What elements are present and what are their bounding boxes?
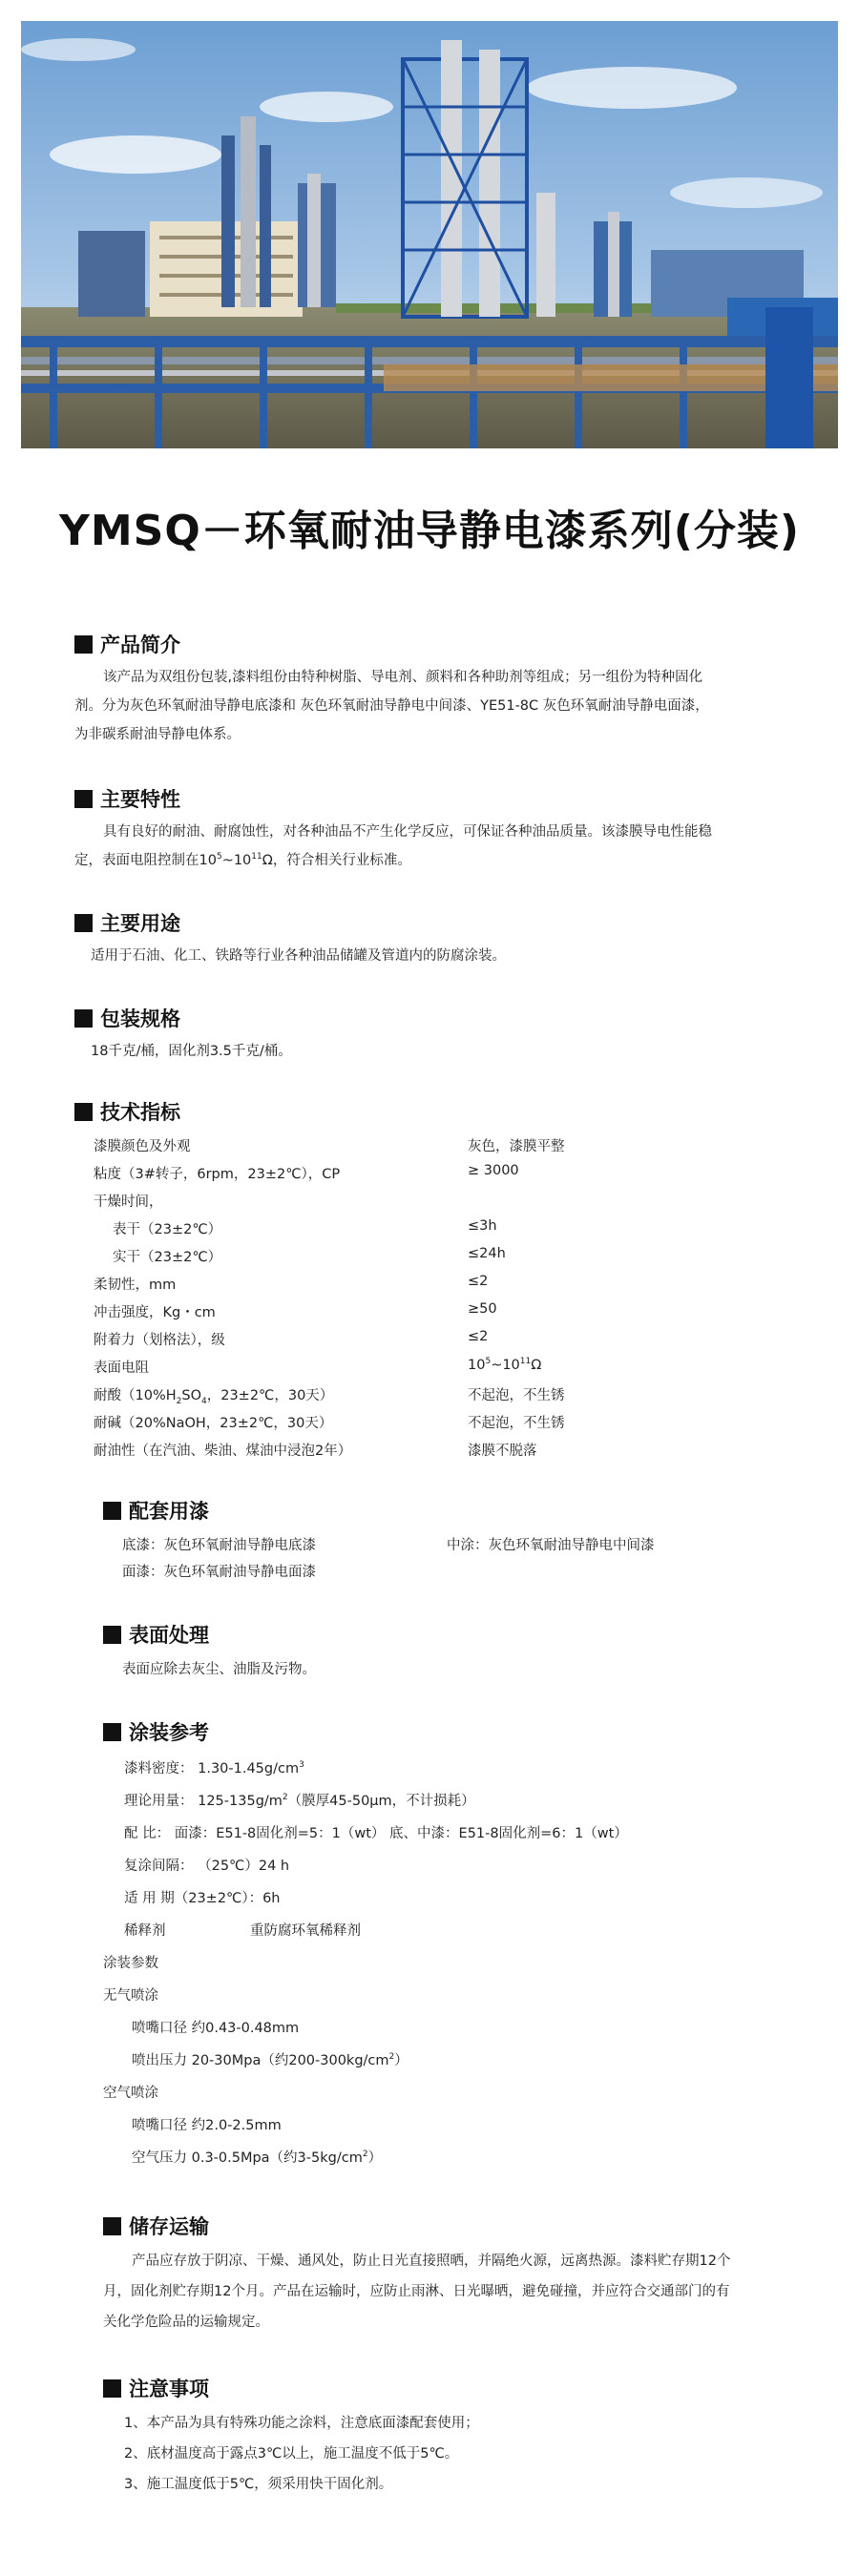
square-bullet-icon <box>103 1502 121 1520</box>
square-bullet-icon <box>103 1626 121 1644</box>
coating-air: 空气喷涂 <box>103 2086 158 2101</box>
spec-label: 漆膜颜色及外观 <box>94 1139 191 1154</box>
spec-value: 不起泡，不生锈 <box>468 1416 565 1431</box>
coating-density: 漆料密度： $1.30-1.45g/cm^3$ <box>124 1760 304 1776</box>
notes-item-3: 3、施工温度低于5℃，须采用快干固化剂。 <box>124 2477 393 2492</box>
square-bullet-icon <box>74 790 93 808</box>
spec-label: 干燥时间， <box>94 1195 163 1210</box>
section-heading-storage: 储存运输 <box>103 2212 209 2240</box>
storage-line-2: 月，固化剂贮存期12个月。产品在运输时，应防止雨淋、日光曝晒，避免碰撞，并应符合交通部门的有 <box>103 2284 730 2299</box>
section-heading-surface: 表面处理 <box>103 1620 209 1649</box>
surface-line-1: 表面应除去灰尘、油脂及污物。 <box>122 1662 316 1677</box>
spec-value-resistance: $10^5\sim 10^{11}\Omega$ <box>468 1357 542 1373</box>
features-line-2: 定，表面电阻控制在$10^5\sim 10^{11}\Omega$，符合相关行业标准。 <box>74 852 411 868</box>
intro-line-2: 剂。分为灰色环氧耐油导静电底漆和 灰色环氧耐油导静电中间漆、YE51-8C 灰色环氧耐油导静电面漆， <box>74 698 709 714</box>
spec-label: 耐油性（在汽油、柴油、煤油中浸泡2年） <box>94 1444 352 1459</box>
section-heading-package: 包装规格 <box>74 1004 180 1032</box>
square-bullet-icon <box>103 2217 121 2235</box>
matching-middle: 中涂：灰色环氧耐油导静电中间漆 <box>447 1538 655 1553</box>
uses-line-1: 适用于石油、化工、铁路等行业各种油品储罐及管道内的防腐涂装。 <box>91 948 506 964</box>
coating-airless: 无气喷涂 <box>103 1988 158 2004</box>
page-title: YMSQ－环氧耐油导静电漆系列(分装) <box>59 507 800 555</box>
spec-label: 柔韧性，mm <box>94 1278 177 1293</box>
spec-value: 漆膜不脱落 <box>468 1444 537 1459</box>
storage-line-3: 关化学危险品的运输规定。 <box>103 2315 269 2330</box>
section-heading-specs: 技术指标 <box>74 1097 180 1126</box>
square-bullet-icon <box>74 1009 93 1028</box>
spec-label: 冲击强度，Kg・cm <box>94 1305 216 1320</box>
square-bullet-icon <box>74 914 93 932</box>
section-heading-notes: 注意事项 <box>103 2374 209 2402</box>
spec-label: 表面电阻 <box>94 1361 149 1376</box>
coating-air-nozzle: 喷嘴口径 约2.0-2.5mm <box>132 2118 282 2133</box>
spec-label-acid: 耐酸（$10\%H_2SO_4$，23±2℃，30天） <box>94 1388 334 1406</box>
intro-line-1: 该产品为双组份包装,漆料组份由特种树脂、导电剂、颜料和各种助剂等组成；另一组份为特种固化 <box>103 670 703 685</box>
matching-topcoat: 面漆：灰色环氧耐油导静电面漆 <box>122 1565 316 1580</box>
square-bullet-icon <box>74 635 93 654</box>
spec-value: 灰色，漆膜平整 <box>468 1139 565 1154</box>
coating-air-pressure: 空气压力 0.3-0.5Mpa（约$3-5kg/cm^2$） <box>132 2150 383 2166</box>
matching-primer: 底漆：灰色环氧耐油导静电底漆 <box>122 1538 316 1553</box>
notes-item-1: 1、本产品为具有特殊功能之涂料，注意底面漆配套使用； <box>124 2416 479 2431</box>
section-heading-features: 主要特性 <box>74 784 180 813</box>
coating-airless-pressure: 喷出压力 20-30Mpa（约$200-300kg/cm^2$） <box>132 2052 409 2068</box>
hero-plant-photo <box>21 21 838 448</box>
section-heading-coating: 涂装参考 <box>103 1717 209 1746</box>
section-heading-uses: 主要用途 <box>74 908 180 937</box>
section-heading-matching: 配套用漆 <box>103 1496 209 1525</box>
storage-line-1: 产品应存放于阴凉、干燥、通风处，防止日光直接照晒，并隔绝火源，远离热源。漆料贮存期12个 <box>132 2254 731 2269</box>
spec-label: 附着力（划格法），级 <box>94 1333 225 1348</box>
coating-thinner-value: 重防腐环氧稀释剂 <box>250 1923 361 1939</box>
square-bullet-icon <box>103 1723 121 1741</box>
package-line-1: 18千克/桶，固化剂3.5千克/桶。 <box>91 1044 292 1059</box>
square-bullet-icon <box>74 1103 93 1121</box>
coating-usage: 理论用量： $125-135g/m^2$（膜厚45-50μm，不计损耗） <box>124 1793 475 1809</box>
coating-airless-nozzle: 喷嘴口径 约0.43-0.48mm <box>132 2021 300 2036</box>
spec-value: ≥ 3000 <box>468 1163 519 1178</box>
coating-potlife: 适 用 期（23±2℃）：6h <box>124 1891 281 1906</box>
notes-item-2: 2、底材温度高于露点3℃以上，施工温度不低于5℃。 <box>124 2446 459 2462</box>
spec-label: 粘度（3#转子，6rpm，23±2℃），CP <box>94 1167 341 1182</box>
spec-label: 实干（23±2℃） <box>113 1250 222 1265</box>
square-bullet-icon <box>103 2379 121 2398</box>
coating-params: 涂装参数 <box>103 1956 158 1971</box>
coating-ratio: 配 比： 面漆：E51-8固化剂=5：1（wt） 底、中漆：E51-8固化剂=6：1（wt） <box>124 1826 628 1841</box>
section-heading-intro: 产品简介 <box>74 630 180 658</box>
spec-value: ≥50 <box>468 1301 497 1317</box>
intro-line-3: 为非碳系耐油导静电体系。 <box>74 727 241 742</box>
spec-label: 表干（23±2℃） <box>113 1222 222 1237</box>
spec-label: 耐碱（20%NaOH，23±2℃，30天） <box>94 1416 333 1431</box>
coating-interval: 复涂间隔： （25℃）24 h <box>124 1859 290 1874</box>
plant-illustration <box>21 21 838 448</box>
coating-thinner-label: 稀释剂 <box>124 1923 166 1939</box>
features-line-1: 具有良好的耐油、耐腐蚀性，对各种油品不产生化学反应，可保证各种油品质量。该漆膜导电性能稳 <box>103 824 712 840</box>
spec-value: 不起泡，不生锈 <box>468 1388 565 1403</box>
spec-value: ≤2 <box>468 1274 489 1289</box>
spec-value: ≤3h <box>468 1218 497 1234</box>
spec-value: ≤24h <box>468 1246 506 1261</box>
spec-value: ≤2 <box>468 1329 489 1344</box>
